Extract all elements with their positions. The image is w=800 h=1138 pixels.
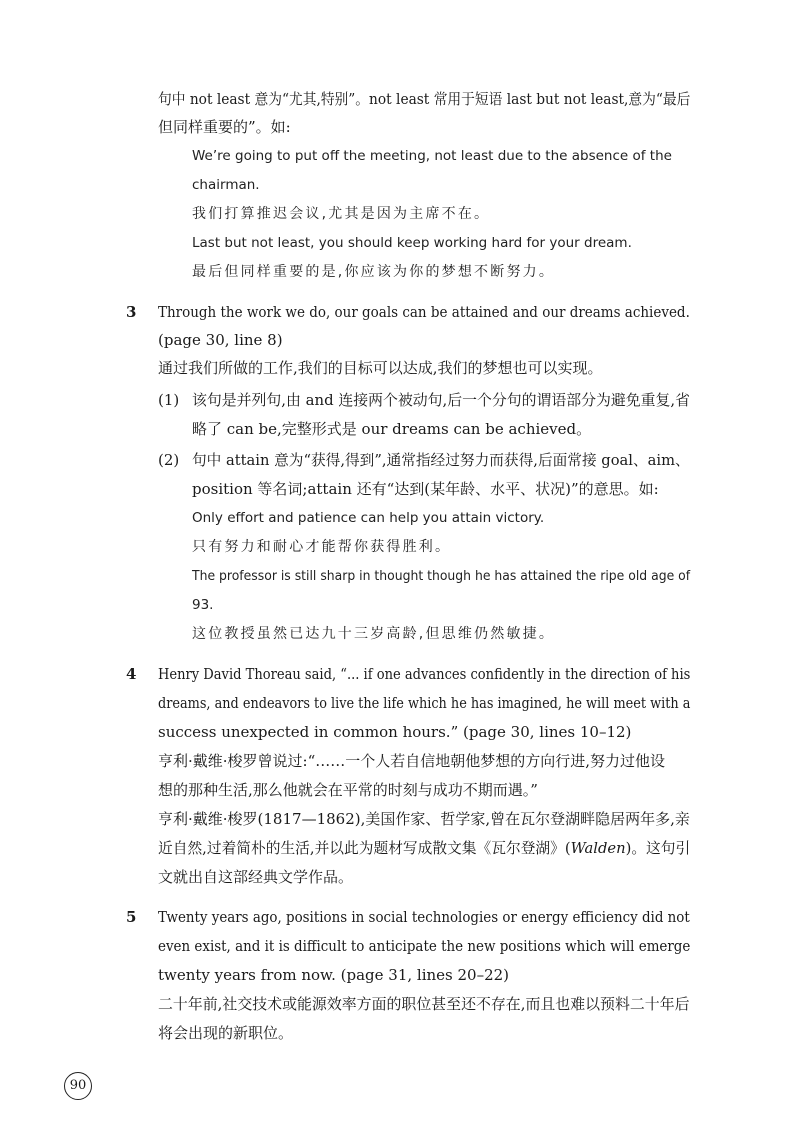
book-title-italic: Walden bbox=[570, 839, 626, 857]
example-cn: 最后但同样重要的是,你应该为你的梦想不断努力。 bbox=[192, 264, 556, 280]
note-number: 3 bbox=[126, 303, 137, 321]
note-sentence-cont: success unexpected in common hours.” (page 30, lines 10–12) bbox=[158, 723, 632, 741]
note-number: 4 bbox=[126, 665, 137, 683]
sub-point-text: 该句是并列句,由 and 连接两个被动句,后一个分句的谓语部分为避免重复,省 bbox=[192, 391, 691, 409]
example-en: We’re going to put off the meeting, not least due to the absence of the bbox=[192, 148, 672, 164]
note-explanation-cont bbox=[158, 838, 690, 858]
example-en-cont: 93. bbox=[192, 597, 214, 613]
intro-line-2: 但同样重要的”。如: bbox=[158, 118, 291, 136]
note-sentence-cont: even exist, and it is difficult to anticipate the new positions which will emerge bbox=[158, 937, 691, 955]
sub-point-text-cont: 略了 can be,完整形式是 our dreams can be achieved。 bbox=[192, 420, 592, 438]
intro-line-1: 句中 not least 意为“尤其,特别”。not least 常用于短语 last but not least,意为“最后 bbox=[158, 90, 691, 108]
note-number: 5 bbox=[126, 908, 137, 926]
note-translation: 亨利·戴维·梭罗曾说过:“……一个人若自信地朝他梦想的方向行进,努力过他设 bbox=[158, 752, 666, 770]
example-en: Last but not least, you should keep working hard for your dream. bbox=[192, 235, 632, 251]
note-translation: 二十年前,社交技术或能源效率方面的职位甚至还不存在,而且也难以预料二十年后 bbox=[158, 995, 690, 1013]
example-en-cont: chairman. bbox=[192, 177, 260, 193]
example-cn: 只有努力和耐心才能帮你获得胜利。 bbox=[192, 539, 452, 555]
note-explanation-cont: 文就出自这部经典文学作品。 bbox=[158, 868, 354, 886]
sub-point-label: (1) bbox=[158, 391, 180, 409]
sub-point-text-cont: position 等名词;attain 还有“达到(某年龄、水平、状况)”的意思。如: bbox=[192, 480, 659, 498]
note-translation-cont: 想的那种生活,那么他就会在平常的时刻与成功不期而遇。” bbox=[158, 781, 538, 799]
example-en: Only effort and patience can help you attain victory. bbox=[192, 510, 545, 526]
note-sentence: Through the work we do, our goals can be attained and our dreams achieved. bbox=[158, 303, 690, 321]
note-sentence: Twenty years ago, positions in social technologies or energy efficiency did not bbox=[158, 908, 690, 926]
explanation-text: )。这句引 bbox=[625, 839, 691, 857]
explanation-text: 近自然,过着简朴的生活,并以此为题材写成散文集《瓦尔登湖》( bbox=[158, 839, 571, 857]
note-translation: 通过我们所做的工作,我们的目标可以达成,我们的梦想也可以实现。 bbox=[158, 359, 603, 377]
note-sentence-cont: twenty years from now. (page 31, lines 20–22) bbox=[158, 966, 510, 984]
note-translation-cont: 将会出现的新职位。 bbox=[158, 1024, 294, 1042]
note-explanation: 亨利·戴维·梭罗(1817—1862),美国作家、哲学家,曾在瓦尔登湖畔隐居两年多,亲 bbox=[158, 810, 690, 828]
example-en: The professor is still sharp in thought though he has attained the ripe old age of bbox=[192, 568, 691, 584]
note-reference: (page 30, line 8) bbox=[158, 331, 283, 349]
note-sentence-cont: dreams, and endeavors to live the life which he has imagined, he will meet with a bbox=[158, 694, 691, 712]
note-sentence: Henry David Thoreau said, “... if one advances confidently in the direction of his bbox=[158, 665, 691, 683]
sub-point-text: 句中 attain 意为“获得,得到”,通常指经过努力而获得,后面常接 goal、aim、 bbox=[192, 451, 690, 469]
sub-point-label: (2) bbox=[158, 451, 180, 469]
example-cn: 这位教授虽然已达九十三岁高龄,但思维仍然敏捷。 bbox=[192, 626, 556, 642]
page-number: 90 bbox=[64, 1072, 92, 1100]
example-cn: 我们打算推迟会议,尤其是因为主席不在。 bbox=[192, 206, 491, 222]
